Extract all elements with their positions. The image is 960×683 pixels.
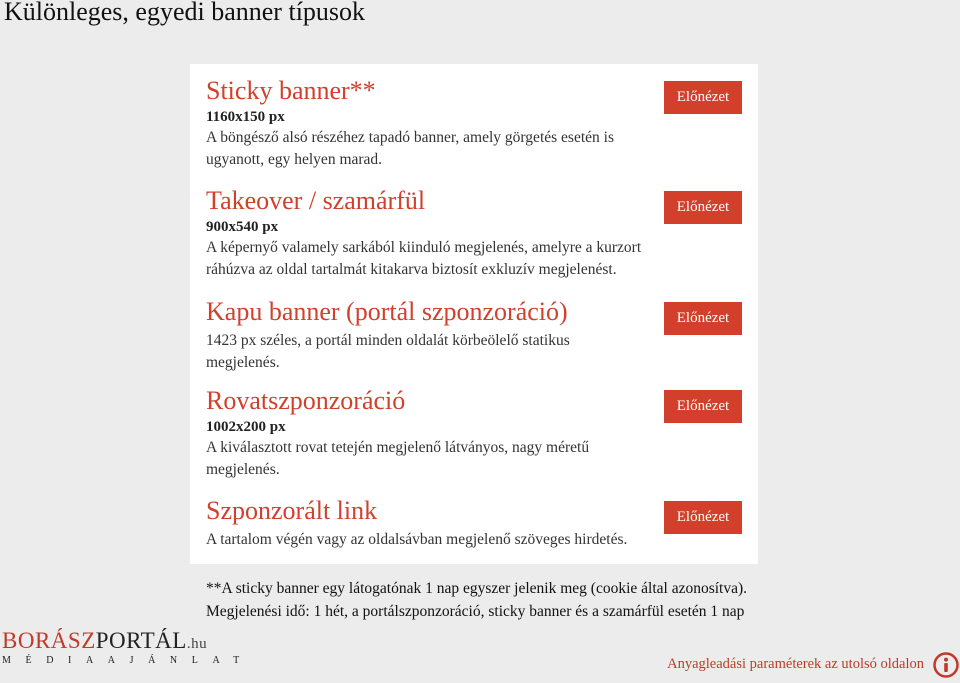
item-description: A tartalom végén vagy az oldalsávban megjelenő szöveges hirdetés. [206,531,628,548]
preview-button-gate-banner[interactable]: Előnézet [664,302,742,335]
item-title: Sticky banner** [206,76,376,105]
item-gate-banner [206,297,646,374]
footnote-sticky: **A sticky banner egy látogatónak 1 nap egyszer jelenik meg (cookie által azonosítva). [206,580,748,597]
item-description: A képernyő valamely sarkából kiinduló megjelenés, amelyre a kurzort ráhúzva az oldal tartalmát kitakarva biztosít exkluzív megjelenést. [206,239,642,278]
item-size: 900x540 px [206,219,279,235]
banner-types-card [190,64,758,564]
logo-part-2: PORTÁL [95,628,187,653]
preview-button-sticky-banner[interactable]: Előnézet [664,81,742,114]
preview-button-section-sponsorship[interactable]: Előnézet [664,390,742,423]
preview-button-takeover[interactable]: Előnézet [664,191,742,224]
item-description: 1423 px széles, a portál minden oldalát körbeölelő statikus megjelenés. [206,332,570,371]
item-sponsored-link [206,496,646,551]
item-sticky-banner [206,76,646,171]
page-title: Különleges, egyedi banner típusok [4,0,366,26]
item-description: A böngésző alsó részéhez tapadó banner, amely görgetés esetén is ugyanott, egy helyen marad. [206,129,614,168]
item-title: Rovatszponzoráció [206,386,406,415]
item-description: A kiválasztott rovat tetején megjelenő látványos, nagy méretű megjelenés. [206,439,590,478]
logo-suffix: .hu [186,636,208,652]
item-takeover [206,186,646,281]
item-title: Kapu banner (portál szponzoráció) [206,297,568,326]
logo-wordmark [2,628,254,657]
info-icon[interactable] [933,652,959,678]
item-section-sponsorship [206,386,646,481]
footnote-duration: Megjelenési idő: 1 hét, a portálszponzoráció, sticky banner és a szamárfül esetén 1 nap [206,603,745,620]
item-title: Szponzorált link [206,496,378,525]
technical-specs-link[interactable]: Anyagleadási paraméterek az utolsó oldalon [667,656,924,672]
item-title: Takeover / szamárfül [206,186,426,215]
logo [2,628,254,666]
item-size: 1002x200 px [206,419,286,435]
item-size: 1160x150 px [206,109,285,125]
logo-tagline: MÉDIAAJÁNLAT [2,655,254,666]
preview-button-sponsored-link[interactable]: Előnézet [664,501,742,534]
logo-part-1: BORÁSZ [2,628,96,653]
